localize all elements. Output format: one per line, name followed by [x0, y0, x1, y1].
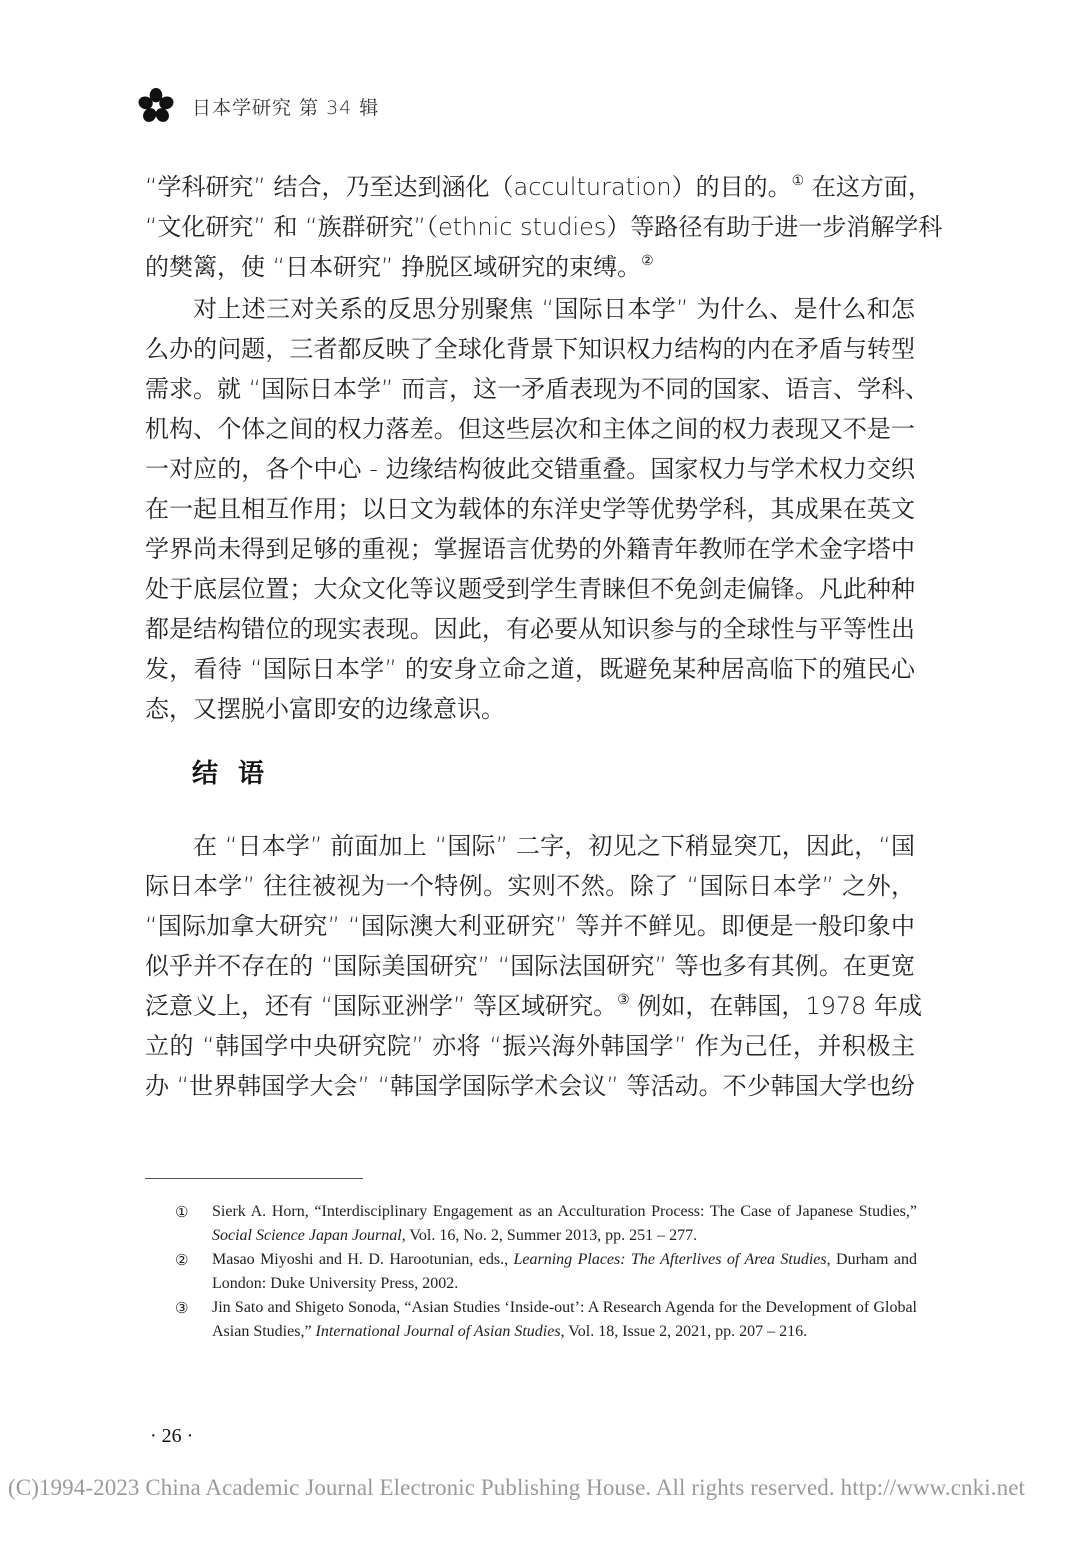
text-line: 立的 “韩国学中央研究院” 亦将 “振兴海外韩国学” 作为己任，并积极主 — [145, 1032, 915, 1060]
footnote-3: ③ Jin Sato and Shigeto Sonoda, “Asian Studies ‘Inside-out’: A Research Agenda for the Development of Global Asian Studies,” International Journal of Asian Studies, Vol. 18, Issue 2, 2021, pp. 207 – 216. — [175, 1296, 917, 1344]
footnotes — [175, 1200, 917, 1344]
footnote-divider — [145, 1178, 363, 1179]
paragraph-2 — [145, 289, 930, 729]
footnote-2: ② Masao Miyoshi and H. D. Harootunian, eds., Learning Places: The Afterlives of Area Studies, Durham and London: Duke University Press, 2002. — [175, 1248, 917, 1296]
footnote-mark: ③ — [175, 1299, 189, 1317]
text-line: 的樊篱，使 “日本研究” 挣脱区域研究的束缚。② — [145, 253, 654, 281]
text-line: 在 “日本学” 前面加上 “国际” 二字，初见之下稍显突兀，因此，“国 — [193, 832, 915, 860]
section-heading: 结语 — [192, 759, 285, 789]
running-title: 日本学研究 第 34 辑 — [192, 96, 380, 119]
text-line: 处于底层位置；大众文化等议题受到学生青睐但不免剑走偏锋。凡此种种 — [145, 575, 915, 603]
text-line: “学科研究” 结合，乃至达到涵化（acculturation）的目的。① 在这方面， — [145, 173, 932, 201]
page-number: · 26 · — [150, 1425, 194, 1447]
footnote-1: ① Sierk A. Horn, “Interdisciplinary Engagement as an Acculturation Process: The Case of Japanese Studies,” Social Science Japan Journal, Vol. 16, No. 2, Summer 2013, pp. 251 – 277. — [175, 1200, 917, 1248]
footnote-ref-3[interactable]: ③ — [617, 992, 630, 1008]
footnote-ref-1[interactable]: ① — [791, 173, 805, 189]
text-line: 学界尚未得到足够的重视；掌握语言优势的外籍青年教师在学术金字塔中 — [145, 535, 915, 563]
text-line: 对上述三对关系的反思分别聚焦 “国际日本学” 为什么、是什么和怎 — [193, 295, 915, 323]
running-header — [138, 86, 379, 126]
text-line: 办 “世界韩国学大会” “韩国学国际学术会议” 等活动。不少韩国大学也纷 — [145, 1072, 915, 1100]
paragraph-3 — [145, 826, 923, 1106]
text-line: 际日本学” 往往被视为一个特例。实则不然。除了 “国际日本学” 之外， — [145, 872, 915, 900]
text-line: 态，又摆脱小富即安的边缘意识。 — [145, 695, 505, 723]
text-line: 泛意义上，还有 “国际亚洲学” 等区域研究。③ 例如，在韩国，1978 年成 — [145, 992, 923, 1020]
book-title: Learning Places: The Afterlives of Area Studies — [513, 1251, 827, 1268]
journal-title: Social Science Japan Journal — [212, 1227, 402, 1244]
paragraph-1 — [145, 167, 943, 287]
copyright-notice: (C)1994-2023 China Academic Journal Electronic Publishing House. All rights reserved. http://www.cnki.net — [8, 1475, 1025, 1500]
text-line: “文化研究” 和 “族群研究”（ethnic studies）等路径有助于进一步消解学科 — [145, 213, 943, 241]
footnote-ref-2[interactable]: ② — [641, 253, 654, 269]
text-line: 机构、个体之间的权力落差。但这些层次和主体之间的权力表现又不是一 — [145, 415, 915, 443]
plum-blossom-icon — [138, 88, 174, 124]
text-line: 都是结构错位的现实表现。因此，有必要从知识参与的全球性与平等性出 — [145, 615, 915, 643]
text-line: 一对应的，各个中心 - 边缘结构彼此交错重叠。国家权力与学术权力交织 — [145, 455, 915, 483]
text-line: 在一起且相互作用；以日文为载体的东洋史学等优势学科，其成果在英文 — [145, 495, 915, 523]
footnote-mark: ② — [175, 1251, 189, 1269]
text-line: 似乎并不存在的 “国际美国研究” “国际法国研究” 等也多有其例。在更宽 — [145, 952, 915, 980]
text-line: 需求。就 “国际日本学” 而言，这一矛盾表现为不同的国家、语言、学科、 — [145, 375, 930, 403]
text-line: 发，看待 “国际日本学” 的安身立命之道，既避免某种居高临下的殖民心 — [145, 655, 915, 683]
journal-title: International Journal of Asian Studies — [315, 1323, 561, 1340]
text-line: “国际加拿大研究” “国际澳大利亚研究” 等并不鲜见。即便是一般印象中 — [145, 912, 915, 940]
text-line: 么办的问题，三者都反映了全球化背景下知识权力结构的内在矛盾与转型 — [145, 335, 915, 363]
footnote-mark: ① — [175, 1203, 189, 1221]
